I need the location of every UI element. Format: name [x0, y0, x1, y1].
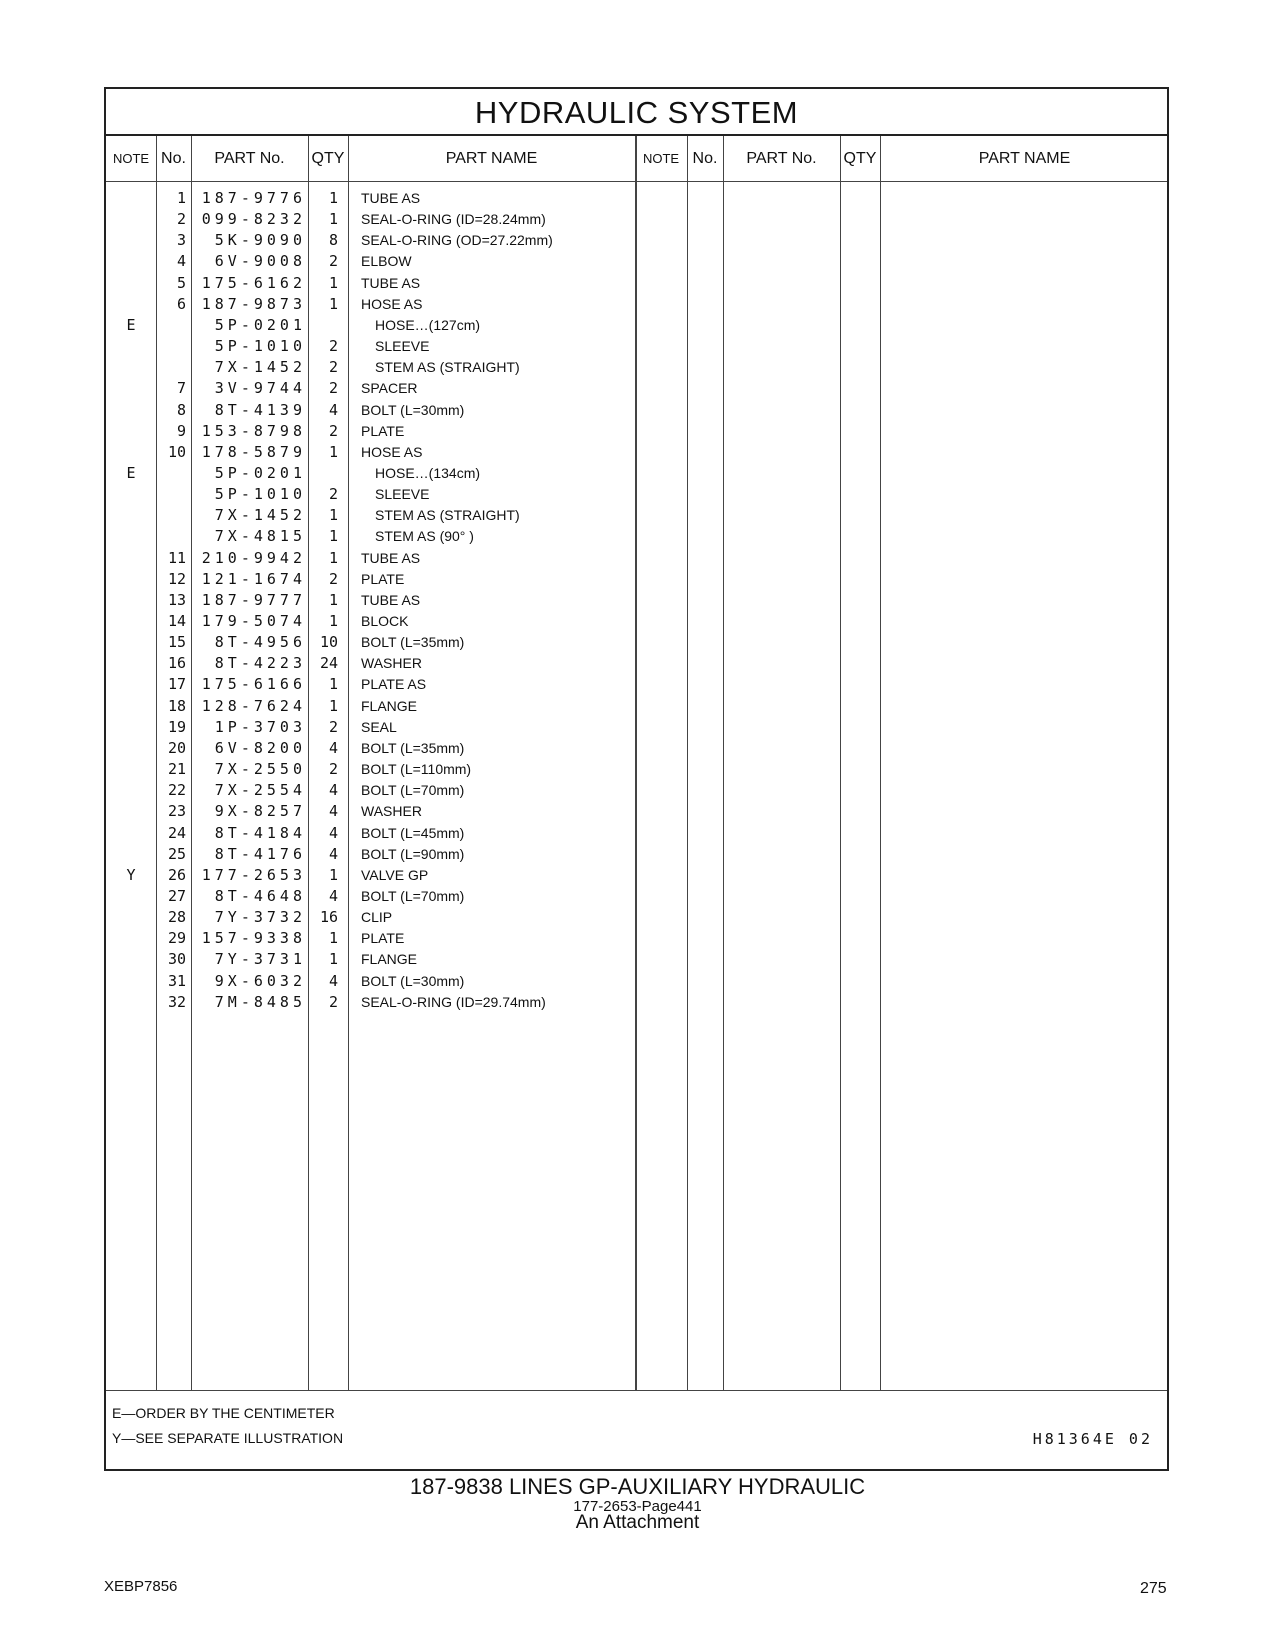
- row-part-name: SLEEVE: [375, 338, 430, 355]
- table-row: [106, 229, 636, 251]
- row-number: 2: [176, 210, 186, 229]
- row-part-number: 178-5879: [201, 442, 306, 461]
- row-part-number: 8T-4139: [214, 400, 306, 419]
- row-quantity: 2: [328, 379, 338, 398]
- row-part-name: STEM AS (STRAIGHT): [375, 359, 520, 376]
- header-note-left: NOTE: [112, 151, 150, 166]
- header-part-name-right: PART NAME: [978, 150, 1071, 167]
- row-part-name: BOLT (L=90mm): [361, 845, 465, 862]
- row-number: 23: [167, 802, 186, 821]
- row-quantity: 1: [328, 294, 338, 313]
- row-part-number: 3V-9744: [214, 379, 306, 398]
- row-part-name: PLATE: [361, 422, 405, 439]
- row-number: 31: [167, 971, 186, 990]
- row-part-name: WASHER: [361, 655, 422, 672]
- row-part-number: 7X-4815: [214, 527, 306, 546]
- row-part-name: FLANGE: [361, 951, 418, 968]
- row-part-number: 187-9777: [201, 590, 306, 609]
- row-part-name: SEAL: [361, 718, 397, 735]
- row-number: 16: [167, 654, 186, 673]
- row-part-number: 9X-6032: [214, 971, 306, 990]
- row-part-number: 6V-8200: [214, 738, 306, 757]
- page-number: 275: [1140, 1580, 1167, 1597]
- note-y: Y—SEE SEPARATE ILLUSTRATION: [112, 1430, 344, 1446]
- row-part-number: 1P-3703: [214, 717, 306, 736]
- table-row: [106, 356, 636, 378]
- table-row: [106, 504, 636, 526]
- row-number: 21: [167, 760, 186, 779]
- row-part-number: 175-6166: [201, 675, 306, 694]
- row-quantity: 10: [319, 633, 338, 652]
- table-row: [106, 843, 636, 865]
- row-number: 7: [176, 379, 186, 398]
- header-no-left: No.: [161, 150, 186, 167]
- row-number: 10: [167, 442, 186, 461]
- row-part-number: 175-6162: [201, 273, 306, 292]
- row-part-name: HOSE…(134cm): [375, 464, 481, 481]
- table-row: [106, 864, 636, 886]
- row-quantity: 2: [328, 358, 338, 377]
- note-e: E—ORDER BY THE CENTIMETER: [112, 1405, 335, 1421]
- table-row: [106, 483, 636, 505]
- header-part-no-left: PART No.: [214, 150, 285, 167]
- row-part-name: WASHER: [361, 803, 422, 820]
- row-quantity: 4: [328, 781, 338, 800]
- table-row: [106, 377, 636, 399]
- row-number: 8: [176, 400, 186, 419]
- table-row: [106, 293, 636, 315]
- table-row: [106, 822, 636, 844]
- row-part-name: TUBE AS: [361, 274, 421, 291]
- row-quantity: 1: [328, 189, 338, 207]
- header-no-right: No.: [692, 150, 718, 167]
- row-quantity: 1: [328, 548, 338, 567]
- row-part-name: PLATE: [361, 570, 405, 587]
- row-number: 14: [167, 612, 186, 630]
- row-part-name: PLATE AS: [361, 676, 427, 693]
- row-part-number: 7X-1452: [214, 506, 306, 525]
- row-part-number: 153-8798: [201, 421, 306, 440]
- row-part-name: BOLT (L=30mm): [361, 972, 465, 989]
- section-title: HYDRAULIC SYSTEM: [106, 89, 1167, 136]
- row-part-name: BLOCK: [361, 613, 409, 629]
- column-divider: [840, 136, 841, 1390]
- row-number: 12: [167, 569, 186, 588]
- row-quantity: 1: [328, 273, 338, 292]
- row-part-name: BOLT (L=70mm): [361, 782, 465, 799]
- table-row: [106, 589, 636, 611]
- row-part-number: 187-9776: [201, 189, 306, 207]
- row-part-name: ELBOW: [361, 253, 412, 270]
- row-part-name: HOSE AS: [361, 295, 423, 312]
- row-part-number: 8T-4176: [214, 844, 306, 863]
- row-part-name: BOLT (L=110mm): [361, 761, 472, 778]
- row-part-number: 5P-0201: [214, 463, 306, 482]
- row-quantity: 2: [328, 717, 338, 736]
- table-row: [106, 399, 636, 421]
- row-quantity: 1: [328, 590, 338, 609]
- row-part-number: 179-5074: [201, 612, 306, 630]
- row-number: 29: [167, 929, 186, 948]
- row-part-name: TUBE AS: [361, 591, 421, 608]
- row-part-number: 8T-4956: [214, 633, 306, 652]
- row-number: 19: [167, 717, 186, 736]
- row-part-number: 7Y-3732: [214, 908, 306, 927]
- column-divider: [723, 136, 724, 1390]
- table-row: [106, 800, 636, 822]
- row-part-name: STEM AS (90° ): [375, 528, 474, 545]
- row-part-name: VALVE GP: [361, 866, 429, 883]
- row-part-name: BOLT (L=35mm): [361, 634, 465, 651]
- row-quantity: 2: [328, 485, 338, 504]
- row-number: 11: [167, 548, 186, 567]
- row-part-name: BOLT (L=30mm): [361, 401, 465, 418]
- publication-number: XEBP7856: [104, 1578, 178, 1595]
- row-part-number: 8T-4223: [214, 654, 306, 673]
- row-note: E: [126, 463, 136, 482]
- row-part-number: 099-8232: [201, 210, 306, 229]
- row-number: 30: [167, 950, 186, 969]
- row-quantity: 2: [328, 992, 338, 1011]
- table-row: [106, 187, 636, 209]
- row-part-name: SEAL-O-RING (ID=29.74mm): [361, 993, 546, 1010]
- row-number: 4: [176, 252, 186, 271]
- table-row: [106, 758, 636, 780]
- row-number: 24: [167, 823, 186, 842]
- notes-legend: [112, 1401, 343, 1451]
- row-quantity: 1: [328, 929, 338, 948]
- row-part-number: 5P-1010: [214, 485, 306, 504]
- header-rule: [106, 181, 1167, 182]
- row-part-name: CLIP: [361, 909, 393, 926]
- row-part-name: BOLT (L=35mm): [361, 739, 465, 756]
- row-number: 15: [167, 633, 186, 652]
- row-part-name: BOLT (L=45mm): [361, 824, 465, 841]
- row-quantity: 2: [328, 569, 338, 588]
- page-reference: 177-2653-Page441: [573, 1498, 702, 1515]
- parts-list-frame: [104, 87, 1169, 1471]
- table-row: [106, 335, 636, 357]
- row-part-name: TUBE AS: [361, 190, 421, 206]
- column-divider: [880, 136, 881, 1390]
- header-part-no-right: PART No.: [746, 150, 817, 167]
- table-row: [106, 885, 636, 907]
- row-quantity: 2: [328, 421, 338, 440]
- row-quantity: 1: [328, 527, 338, 546]
- row-quantity: 2: [328, 252, 338, 271]
- table-row: [106, 991, 636, 1013]
- row-part-number: 7Y-3731: [214, 950, 306, 969]
- row-part-number: 8T-4648: [214, 886, 306, 905]
- row-quantity: 4: [328, 823, 338, 842]
- row-part-number: 6V-9008: [214, 252, 306, 271]
- header-part-name-left: PART NAME: [445, 150, 538, 167]
- row-part-name: BOLT (L=70mm): [361, 887, 465, 904]
- row-part-number: 210-9942: [201, 548, 306, 567]
- row-number: 26: [167, 865, 186, 884]
- row-quantity: 2: [328, 337, 338, 356]
- table-row: [106, 610, 636, 632]
- table-row: [106, 970, 636, 992]
- table-row: [106, 652, 636, 674]
- row-part-number: 8T-4184: [214, 823, 306, 842]
- row-quantity: 4: [328, 400, 338, 419]
- row-number: 1: [176, 189, 186, 207]
- row-quantity: 1: [328, 210, 338, 229]
- table-row: [106, 948, 636, 970]
- table-row: [106, 420, 636, 442]
- row-quantity: 4: [328, 844, 338, 863]
- table-row: [106, 272, 636, 294]
- row-part-name: TUBE AS: [361, 549, 421, 566]
- table-row: [106, 208, 636, 230]
- table-row: [106, 525, 636, 547]
- header-qty-left: QTY: [311, 150, 345, 167]
- row-part-name: STEM AS (STRAIGHT): [375, 507, 520, 524]
- row-part-name: SEAL-O-RING (OD=27.22mm): [361, 232, 553, 249]
- row-part-number: 5K-9090: [214, 231, 306, 250]
- table-row: [106, 568, 636, 590]
- column-divider: [687, 136, 688, 1390]
- row-number: 18: [167, 696, 186, 715]
- row-part-name: HOSE AS: [361, 443, 423, 460]
- row-quantity: 24: [319, 654, 338, 673]
- row-number: 25: [167, 844, 186, 863]
- table-row: [106, 673, 636, 695]
- row-quantity: 1: [328, 442, 338, 461]
- table-row: [106, 737, 636, 759]
- row-part-number: 7X-1452: [214, 358, 306, 377]
- table-row: [106, 631, 636, 653]
- row-quantity: 4: [328, 738, 338, 757]
- row-part-number: 121-1674: [201, 569, 306, 588]
- row-number: 28: [167, 908, 186, 927]
- table-row: [106, 547, 636, 569]
- table-row: [106, 250, 636, 272]
- row-part-number: 187-9873: [201, 294, 306, 313]
- attachment-label: An Attachment: [575, 1512, 700, 1533]
- row-part-number: 7M-8485: [214, 992, 306, 1011]
- header-note-right: NOTE: [642, 151, 680, 166]
- table-row: [106, 462, 636, 484]
- table-row: [106, 441, 636, 463]
- row-quantity: 4: [328, 971, 338, 990]
- row-number: 17: [167, 675, 186, 694]
- row-quantity: 4: [328, 802, 338, 821]
- row-part-number: 9X-8257: [214, 802, 306, 821]
- row-number: 22: [167, 781, 186, 800]
- row-quantity: 4: [328, 886, 338, 905]
- table-row: [106, 927, 636, 949]
- row-part-name: SPACER: [361, 380, 418, 397]
- row-number: 9: [176, 421, 186, 440]
- row-number: 32: [167, 992, 186, 1011]
- table-row: [106, 314, 636, 336]
- row-number: 3: [176, 231, 186, 250]
- row-note: E: [126, 315, 136, 334]
- row-quantity: 1: [328, 865, 338, 884]
- row-part-name: SLEEVE: [375, 486, 430, 503]
- row-part-number: 157-9338: [201, 929, 306, 948]
- header-qty-right: QTY: [843, 150, 877, 167]
- row-part-number: 128-7624: [201, 696, 306, 715]
- footer-rule: [106, 1390, 1167, 1391]
- row-number: 13: [167, 590, 186, 609]
- row-part-name: PLATE: [361, 930, 405, 947]
- page-caption: 187-9838 LINES GP-AUXILIARY HYDRAULIC: [409, 1474, 866, 1499]
- row-number: 27: [167, 886, 186, 905]
- row-quantity: 1: [328, 950, 338, 969]
- table-row: [106, 716, 636, 738]
- row-quantity: 16: [319, 908, 338, 927]
- row-part-number: 5P-1010: [214, 337, 306, 356]
- row-quantity: 8: [328, 231, 338, 250]
- row-part-number: 7X-2550: [214, 760, 306, 779]
- table-row: [106, 779, 636, 801]
- table-row: [106, 906, 636, 928]
- row-quantity: 1: [328, 612, 338, 630]
- row-number: 6: [176, 294, 186, 313]
- row-part-name: FLANGE: [361, 697, 418, 714]
- row-quantity: 1: [328, 675, 338, 694]
- row-part-name: HOSE…(127cm): [375, 316, 481, 333]
- row-number: 5: [176, 273, 186, 292]
- row-quantity: 1: [328, 506, 338, 525]
- row-part-number: 5P-0201: [214, 315, 306, 334]
- row-quantity: 2: [328, 760, 338, 779]
- row-part-number: 177-2653: [201, 865, 306, 884]
- row-number: 20: [167, 738, 186, 757]
- row-part-number: 7X-2554: [214, 781, 306, 800]
- drawing-number: H81364E 02: [1032, 1430, 1153, 1448]
- row-quantity: 1: [328, 696, 338, 715]
- row-note: Y: [126, 865, 136, 884]
- table-row: [106, 695, 636, 717]
- row-part-name: SEAL-O-RING (ID=28.24mm): [361, 211, 546, 228]
